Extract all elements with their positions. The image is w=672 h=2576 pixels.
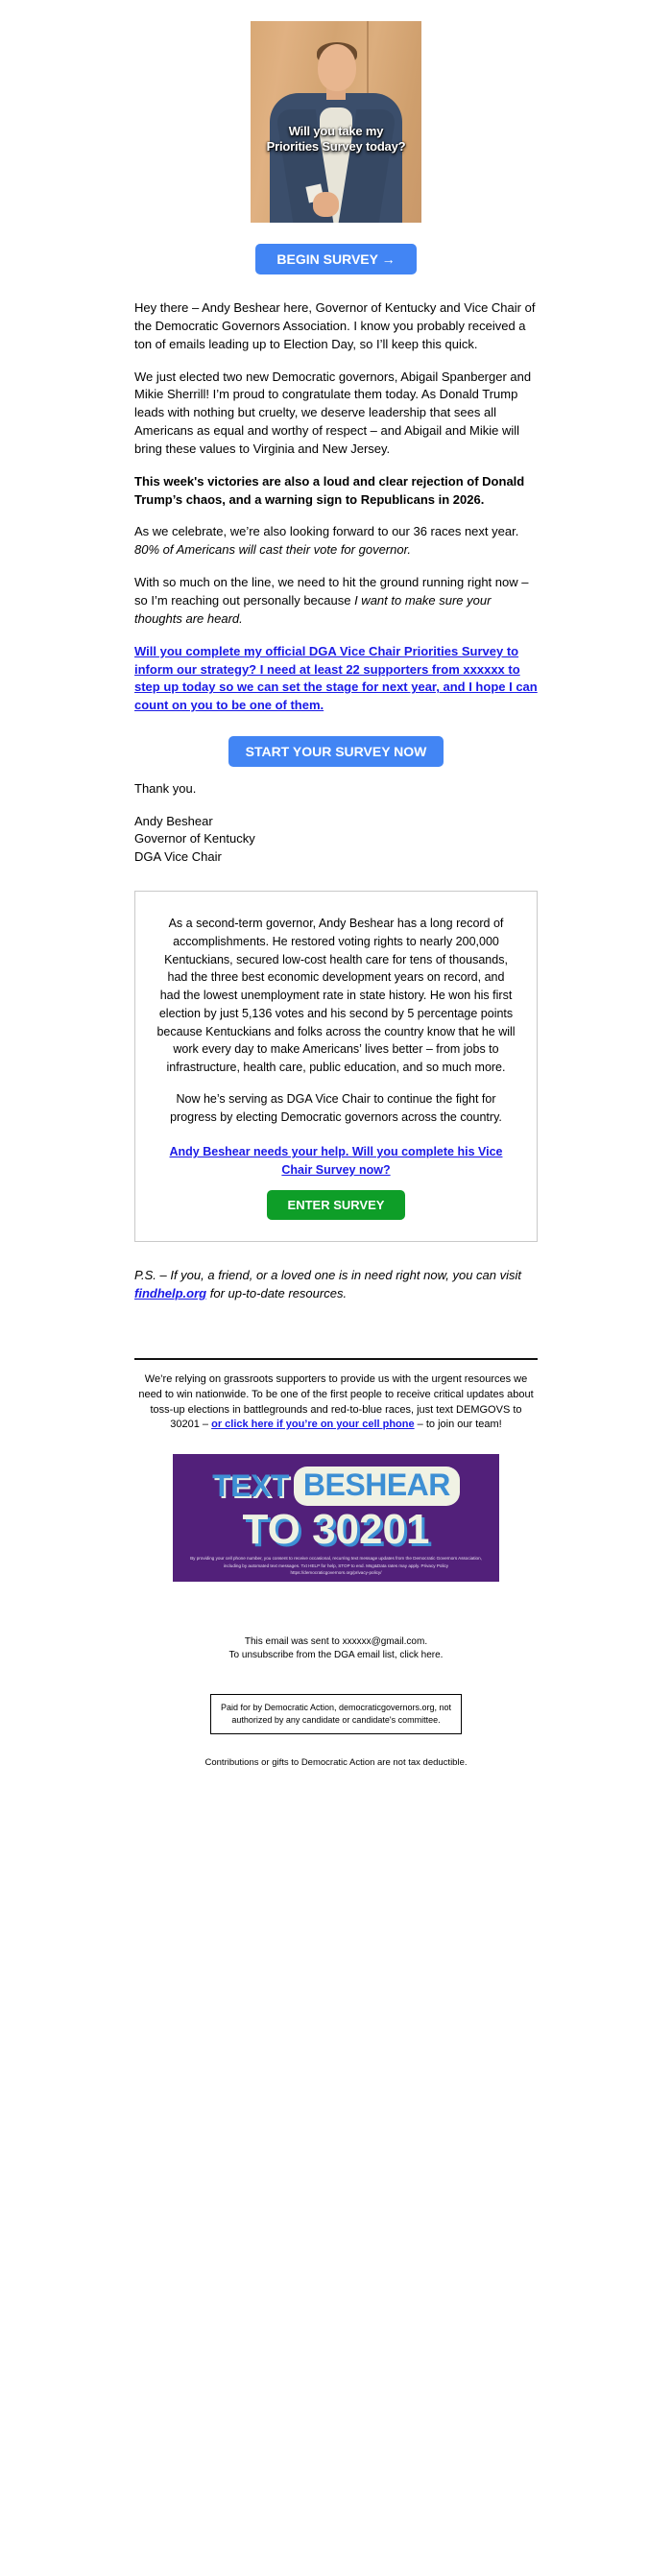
paid-for-disclaimer-box: Paid for by Democratic Action, democraticgovernors.org, not authorized by any candidate or candidate's committee.	[210, 1694, 462, 1734]
signature-block	[134, 813, 538, 866]
paragraph-races-next-year	[134, 523, 538, 560]
paragraph-new-governors: We just elected two new Democratic governors, Abigail Spanberger and Mikie Sherrill! I’m proud to congratulate them today. As Donald Trump leads with nothing but cruelty, we deserve leadership that sees all Americans as equal and worthy of respect – and Abigail and Mikie will bring these values to Virginia and New Jersey.	[134, 369, 532, 456]
postscript-text	[134, 1267, 538, 1303]
enter-survey-button[interactable]: ENTER SURVEY	[267, 1190, 406, 1220]
person-hand	[313, 192, 339, 217]
banner-line-1	[173, 1467, 499, 1506]
bio-paragraph-vice-chair: Now he’s serving as DGA Vice Chair to continue the fight for progress by electing Democratic governors across the country.	[170, 1091, 502, 1124]
unsubscribe-suffix: .	[440, 1650, 444, 1661]
video-caption-overlay	[251, 124, 421, 155]
paragraph-reaching-out	[134, 574, 538, 629]
ps-suffix: for up-to-date resources.	[206, 1285, 348, 1300]
bio-box	[134, 891, 538, 1242]
start-survey-button-row	[134, 723, 538, 767]
video-caption-line-1: Will you take my	[288, 124, 384, 138]
paragraph-intro: Hey there – Andy Beshear here, Governor of Kentucky and Vice Chair of the Democratic Governors Association. I know you probably received a ton of emails leading up to Election Day, so I’ll keep this quick.	[134, 300, 536, 351]
grassroots-part-a: We’re relying on grassroots supporters to provide us with the urgent resources we need to win nationwide. To be one of the first people to receive critical updates about toss-up elections in battlegrounds and red-to-blue races, just text DEMGOVS to 30201 –	[138, 1373, 534, 1431]
video-caption-line-2: Priorities Survey today?	[266, 139, 406, 155]
reaching-out-normal: With so much on the line, we need to hit the ground running right now – so I’m reaching out personally because	[134, 575, 529, 608]
video-thumbnail[interactable]	[251, 21, 421, 223]
sent-to-text	[134, 1635, 538, 1663]
signature-name: Andy Beshear	[134, 813, 213, 828]
email-body-copy	[134, 299, 538, 715]
signature-title-dga: DGA Vice Chair	[134, 848, 222, 864]
bio-paragraph-accomplishments: As a second-term governor, Andy Beshear has a long record of accomplishments. He restored voting rights to nearly 200,000 Kentuckians, secured low-cost health care for tens of thousands, had the three best economic development years on record, and had the lowest unemployment rate in state history. He won his first election by just 5,136 votes and his second by 5 percentage points because Kentuckians and folks across the country know that he will work every day to make Americans’ lives better – from jobs to infrastructure, health care, public education, and so much more.	[156, 917, 516, 1075]
thank-you-text: Thank you.	[134, 781, 197, 797]
text-banner-wrap	[134, 1454, 538, 1582]
banner-line-2: TO 30201	[242, 1505, 430, 1553]
start-your-survey-now-button[interactable]: START YOUR SURVEY NOW	[228, 736, 444, 767]
signature-title-governor: Governor of Kentucky	[134, 831, 255, 847]
unsubscribe-link[interactable]: click here	[399, 1650, 441, 1661]
priorities-survey-link[interactable]: Will you complete my official DGA Vice Chair Priorities Survey to inform our strategy? I need at least 22 supporters from xxxxxx to step up today so we can set the stage for next year, and I hope I can count on you to be one of them.	[134, 643, 538, 713]
email-content-column	[134, 21, 538, 1768]
banner-beshear-word: BESHEAR	[302, 1467, 450, 1502]
banner-beshear-pill	[294, 1467, 460, 1506]
races-text-italic: 80% of Americans will cast their vote for governor.	[134, 542, 412, 558]
findhelp-link[interactable]: findhelp.org	[134, 1285, 207, 1300]
reaching-out-italic: I want to make sure your thoughts are heard.	[134, 592, 492, 626]
hero-video-block	[134, 21, 538, 223]
paragraph-victories-bold: This week's victories are also a loud and clear rejection of Donald Trump’s chaos, and a warning sign to Republicans in 2026.	[134, 473, 525, 507]
unsubscribe-prefix: To unsubscribe from the DGA email list,	[228, 1650, 400, 1661]
races-text-normal: As we celebrate, we’re also looking forward to our 36 races next year.	[134, 524, 519, 539]
banner-fine-print: By providing your cell phone number, you consent to receive occasional, recurring text message updates from the Democratic Governors Association, including by automated text messages. Txt HELP for help, STOP to end. Msg&Data rates may apply. Privacy Policy https://democraticgovernors.org/privacy-policy/	[190, 1556, 482, 1576]
grassroots-text	[134, 1372, 538, 1432]
sent-to-line: This email was sent to xxxxxx@gmail.com.	[244, 1635, 428, 1647]
begin-survey-button-row	[134, 223, 538, 274]
grassroots-part-b: – to join our team!	[414, 1419, 502, 1431]
banner-text-word: TEXT	[212, 1467, 289, 1503]
enter-survey-button-row	[156, 1179, 516, 1220]
text-beshear-banner[interactable]	[173, 1454, 499, 1582]
person-head	[318, 44, 356, 91]
begin-survey-button[interactable]: BEGIN SURVEY →	[255, 244, 416, 274]
footer-divider	[134, 1358, 538, 1360]
cell-phone-link[interactable]: or click here if you’re on your cell phone	[211, 1419, 415, 1431]
bio-survey-link[interactable]: Andy Beshear needs your help. Will you complete his Vice Chair Survey now?	[169, 1145, 503, 1177]
contributions-disclaimer: Contributions or gifts to Democratic Action are not tax deductible.	[204, 1756, 468, 1768]
ps-prefix: P.S. – If you, a friend, or a loved one is in need right now, you can visit	[134, 1267, 521, 1282]
